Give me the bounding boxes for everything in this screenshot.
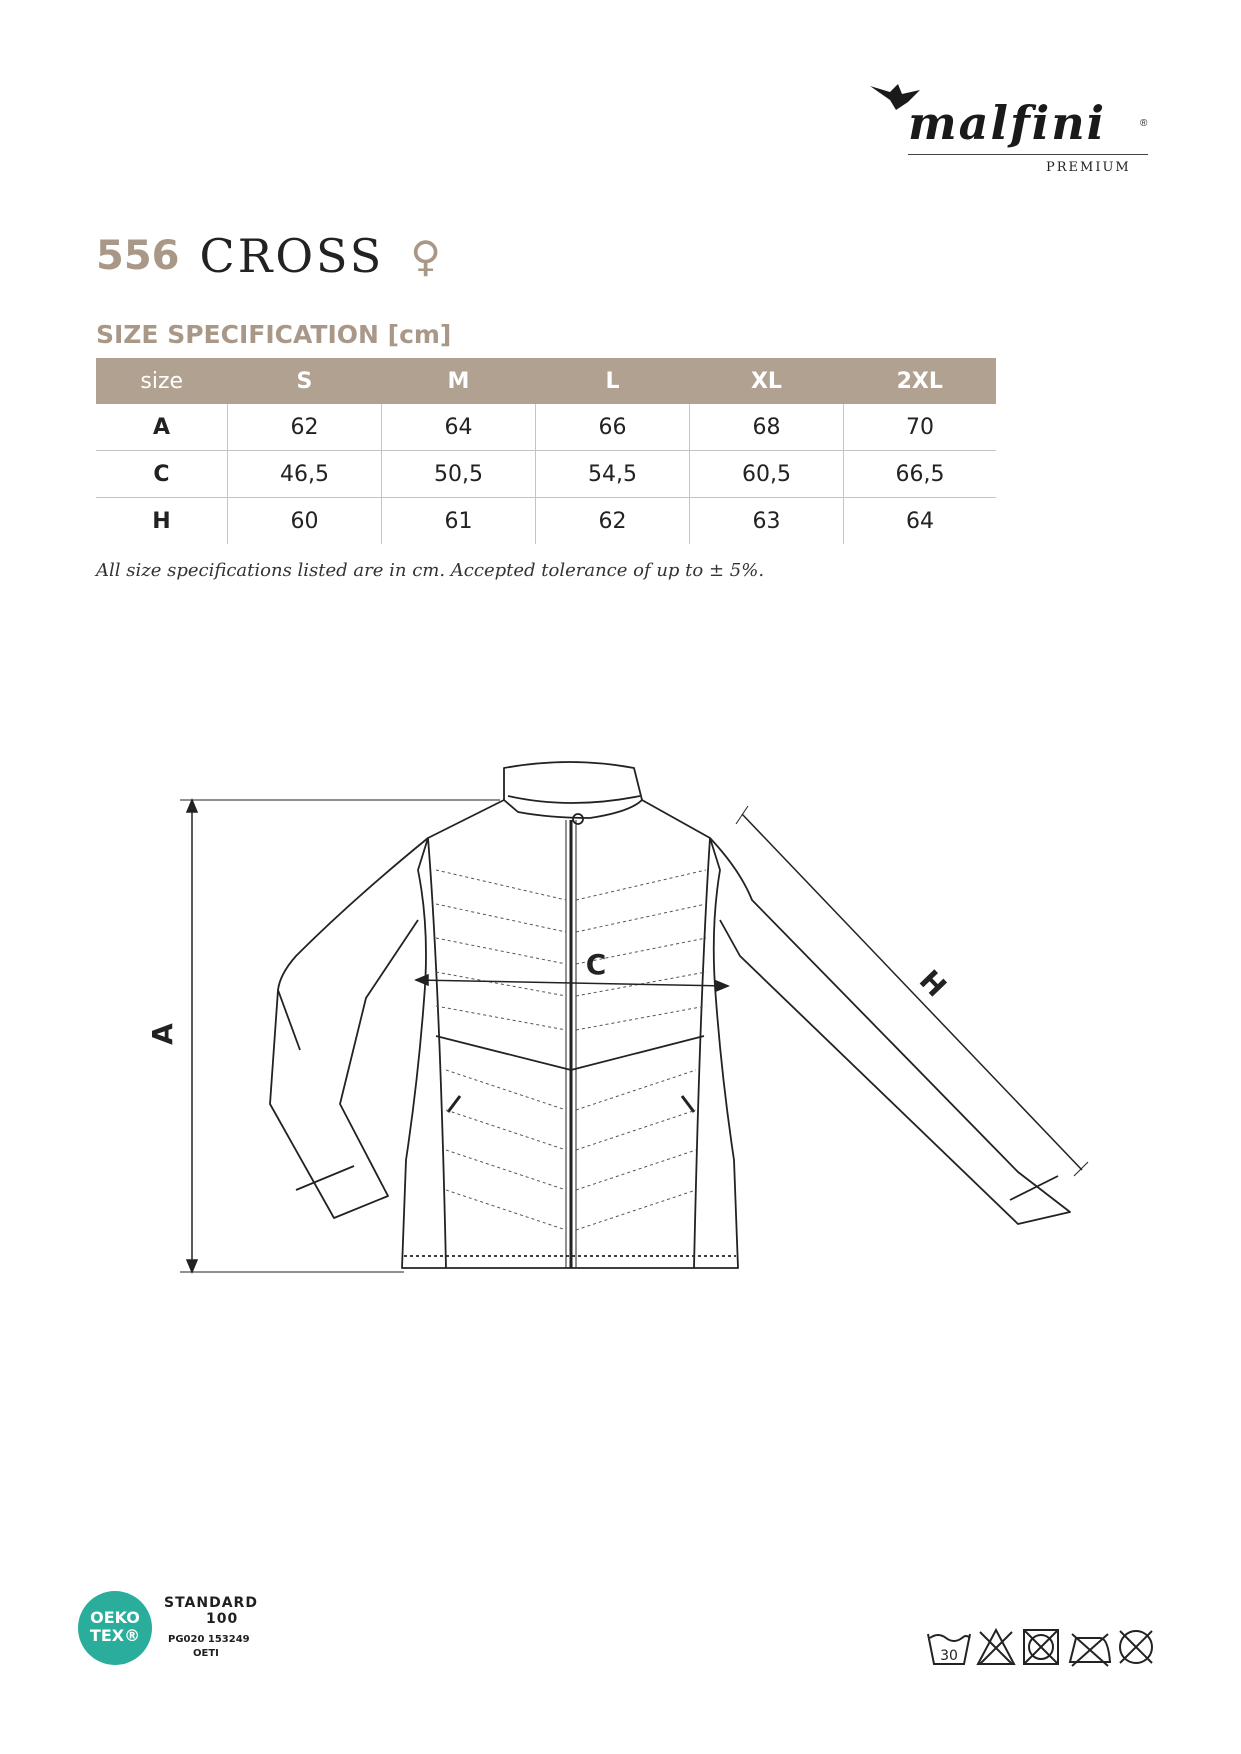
product-title [96, 226, 441, 286]
row-label: A [96, 404, 227, 451]
table-cell: 64 [843, 498, 996, 545]
table-cell: 66,5 [843, 451, 996, 498]
table-cell: 62 [227, 404, 381, 451]
table-cell: 60,5 [689, 451, 843, 498]
row-label: C [96, 451, 227, 498]
measure-a-label: A [146, 1023, 179, 1045]
oeko-tex-badge [78, 1591, 152, 1665]
table-cell: 61 [381, 498, 535, 545]
measure-c-label: C [585, 948, 607, 981]
column-header: 2XL [843, 358, 996, 404]
wash-temp-label: 30 [940, 1648, 958, 1664]
oeko-standard: STANDARD [164, 1595, 258, 1611]
table-row [96, 451, 996, 498]
oeko-certificate-code: PG020 153249 [168, 1634, 250, 1645]
column-header: L [535, 358, 689, 404]
table-cell: 46,5 [227, 451, 381, 498]
no-iron-icon [1070, 1634, 1110, 1666]
table-cell: 68 [689, 404, 843, 451]
row-label: H [152, 508, 171, 534]
product-name: CROSS [199, 229, 385, 283]
table-cell: 50,5 [381, 451, 535, 498]
brand-subline: PREMIUM [1046, 160, 1131, 175]
no-tumble-dry-icon [1024, 1630, 1058, 1664]
table-cell: 60 [227, 498, 381, 545]
measure-h-label: H [912, 963, 953, 1004]
table-cell: 63 [689, 498, 843, 545]
column-header: S [227, 358, 381, 404]
no-dry-clean-icon [1120, 1631, 1152, 1663]
table-cell: 70 [843, 404, 996, 451]
brand-registered-mark: ® [1140, 118, 1148, 129]
size-table [96, 358, 996, 544]
wash-30-icon [928, 1634, 970, 1664]
table-cell: 62 [535, 498, 689, 545]
care-symbols [926, 1626, 1160, 1668]
product-code: 556 [96, 233, 180, 279]
brand-logo [868, 74, 1168, 184]
jacket-outline [270, 762, 1070, 1268]
female-icon: ♀ [410, 231, 442, 281]
column-header: M [381, 358, 535, 404]
oeko-standard-number: 100 [206, 1611, 239, 1627]
tolerance-note: All size specifications listed are in cm. Accepted tolerance of up to ± 5%. [96, 560, 765, 581]
no-bleach-icon [978, 1630, 1014, 1664]
oeko-tex-text: OEKO TEX® [89, 1608, 141, 1645]
brand-name: malfini [908, 96, 1107, 150]
table-row [96, 404, 996, 451]
spec-heading: SIZE SPECIFICATION [cm] [96, 320, 452, 349]
column-header: size [96, 358, 227, 404]
size-table-header [96, 358, 996, 404]
measure-h [736, 806, 1088, 1176]
oeko-institute: OETI [193, 1648, 219, 1659]
table-cell: 64 [381, 404, 535, 451]
brand-underline [908, 154, 1148, 155]
table-row [96, 498, 996, 545]
measure-a [180, 800, 500, 1272]
jacket-diagram [0, 600, 1241, 1300]
column-header: XL [689, 358, 843, 404]
table-cell: 66 [535, 404, 689, 451]
table-cell: 54,5 [535, 451, 689, 498]
